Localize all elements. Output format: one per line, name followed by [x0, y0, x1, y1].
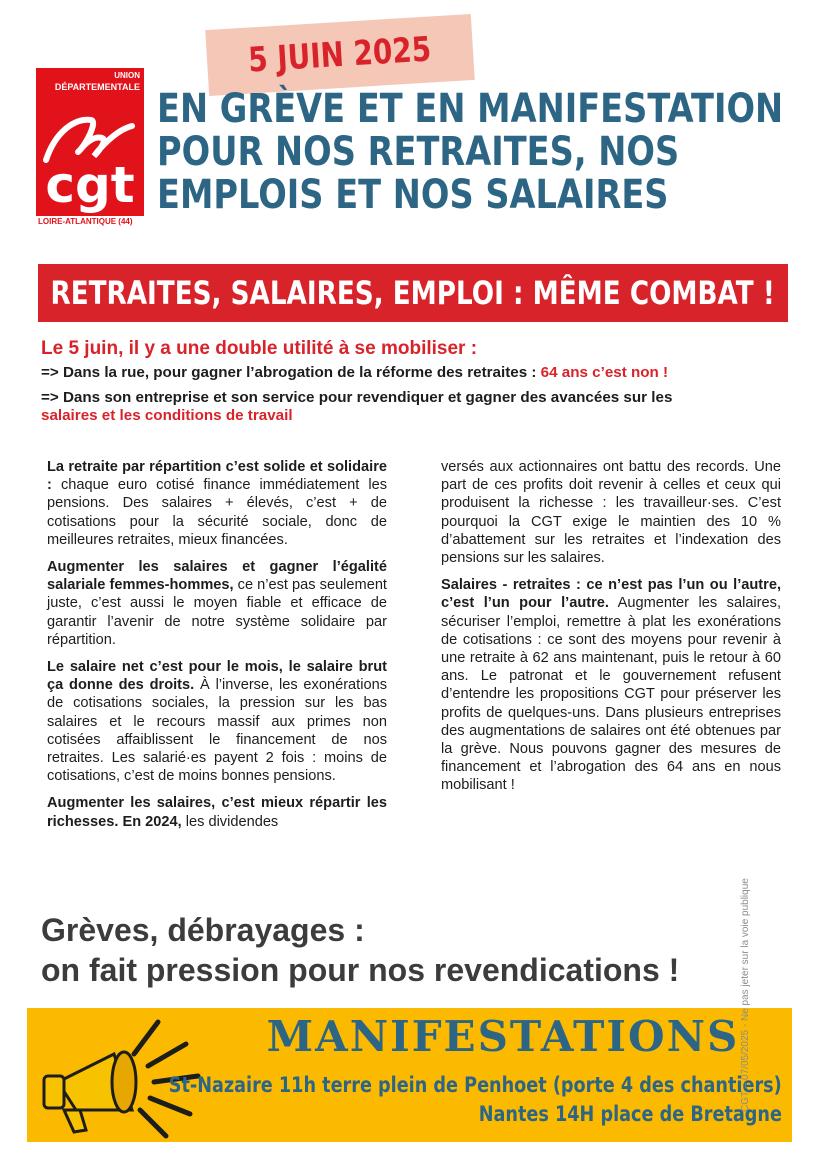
right-paragraph-1 — [441, 458, 781, 567]
logo-union: UNION — [114, 71, 140, 80]
side-note: CGT – 07/05/2025 - Ne pas jeter sur la voie publique — [740, 878, 751, 1112]
left-p3-text: À l’inverse, les exonérations de cotisations sociales, la pression sur les bas salaires et le recours massif aux primes non cotisées affaiblissent le financement de nos retraites. Les salarié·es payent 2 fois : moins de cotisations, c’est de moins bonnes pensions. — [47, 677, 387, 785]
call-line-1: Grèves, débrayages : — [41, 912, 365, 948]
logo-region: LOIRE-ATLANTIQUE (44) — [36, 216, 144, 228]
headline-line-1: EN GRÈVE ET EN MANIFESTATION — [157, 86, 784, 132]
right-p2-text: Augmenter les salaires, sécuriser l’emploi, remettre à plat les exonérations de cotisations : ce sont des moyens pour revenir à une retraite à 62 ans maintenant, puis le retour à 60 ans. Le patronat et le gouvernement refusent d’entendre les propositions CGT pour préserver les profits de quelques-uns. Dans plusieurs entreprises des augmentations de salaires ont été obtenues par la grève. Nous pouvons gagner des mesures de financement et l’abrogation des 64 ans en nous mobilisant ! — [441, 595, 782, 794]
slogan-text: RETRAITES, SALAIRES, EMPLOI : MÊME COMBAT ! — [50, 274, 776, 312]
logo-dept: DÉPARTEMENTALE — [54, 82, 140, 92]
call-to-action — [41, 910, 801, 990]
slogan-banner — [38, 264, 788, 322]
intro-line-2: => Dans son entreprise et son service pour revendiquer et gagner des avancées sur les — [41, 389, 673, 406]
intro-title: Le 5 juin, il y a une double utilité à se mobiliser : — [41, 338, 478, 359]
left-p1-bold: La retraite par répartition c’est solide et solidaire : — [47, 459, 387, 494]
left-paragraph-1 — [47, 458, 387, 549]
left-p1-text: chaque euro cotisé finance immédiatement les pensions. Des salaires + élevés, c’est + de cotisations pour la sécurité sociale, donc de meilleures retraites, mieux financées. — [47, 477, 387, 548]
call-line-2: on fait pression pour nos revendications ! — [41, 952, 680, 988]
right-p2-bold: Salaires - retraites : ce n’est pas l’un ou l’autre, c’est l’un pour l’autre. — [441, 577, 781, 612]
left-p2-bold: Augmenter les salaires et gagner l’égalité salariale femmes-hommes, — [47, 559, 387, 594]
date-text: 5 JUIN 2025 — [247, 29, 433, 81]
intro-line-1-text: => Dans la rue, pour gagner l’abrogation de la réforme des retraites : — [41, 364, 541, 381]
right-p1-text: versés aux actionnaires ont battu des records. Une part de ces profits doit revenir à celles et ceux qui produisent la richesse : les travailleur·ses. C’est pourquoi la CGT exige le maintien des 10 % d’abattement sur les retraites et l’indexation des pensions sur les salaires. — [441, 459, 781, 567]
left-p4-text: les dividendes — [181, 813, 279, 830]
left-p4-bold: Augmenter les salaires, c’est mieux répartir les richesses. En 2024, — [47, 795, 387, 830]
left-paragraph-3 — [47, 658, 387, 785]
svg-text:cgt: cgt — [45, 156, 135, 214]
right-paragraph-2 — [441, 576, 781, 794]
intro-line-1-highlight: 64 ans c’est non ! — [540, 364, 669, 381]
cgt-logo-mark-icon — [36, 90, 144, 220]
left-column — [47, 458, 387, 840]
headline-line-3: EMPLOIS ET NOS SALAIRES — [157, 172, 669, 218]
left-p3-bold: Le salaire net c’est pour le mois, le salaire brut ça donne des droits. — [47, 659, 387, 694]
headline — [157, 88, 797, 217]
left-paragraph-2 — [47, 558, 387, 649]
intro-line-1 — [41, 364, 668, 381]
date-banner — [205, 14, 475, 96]
cgt-logo — [36, 68, 144, 226]
left-p2-text: ce n’est pas seulement juste, c’est aussi le moyen fiable et efficace de garantir l’avenir de notre système solidaire par répartition. — [47, 577, 387, 648]
headline-line-2: POUR NOS RETRAITES, NOS — [157, 129, 680, 175]
manifestation-st-nazaire: St-Nazaire 11h terre plein de Penhoet (porte 4 des chantiers) — [169, 1073, 782, 1097]
right-column — [441, 458, 781, 804]
intro-line-2-highlight: salaires et les conditions de travail — [41, 407, 293, 424]
left-paragraph-4 — [47, 794, 387, 830]
manifestations-title: MANIFESTATIONS — [266, 1012, 740, 1061]
manifestation-nantes: Nantes 14H place de Bretagne — [478, 1102, 782, 1126]
